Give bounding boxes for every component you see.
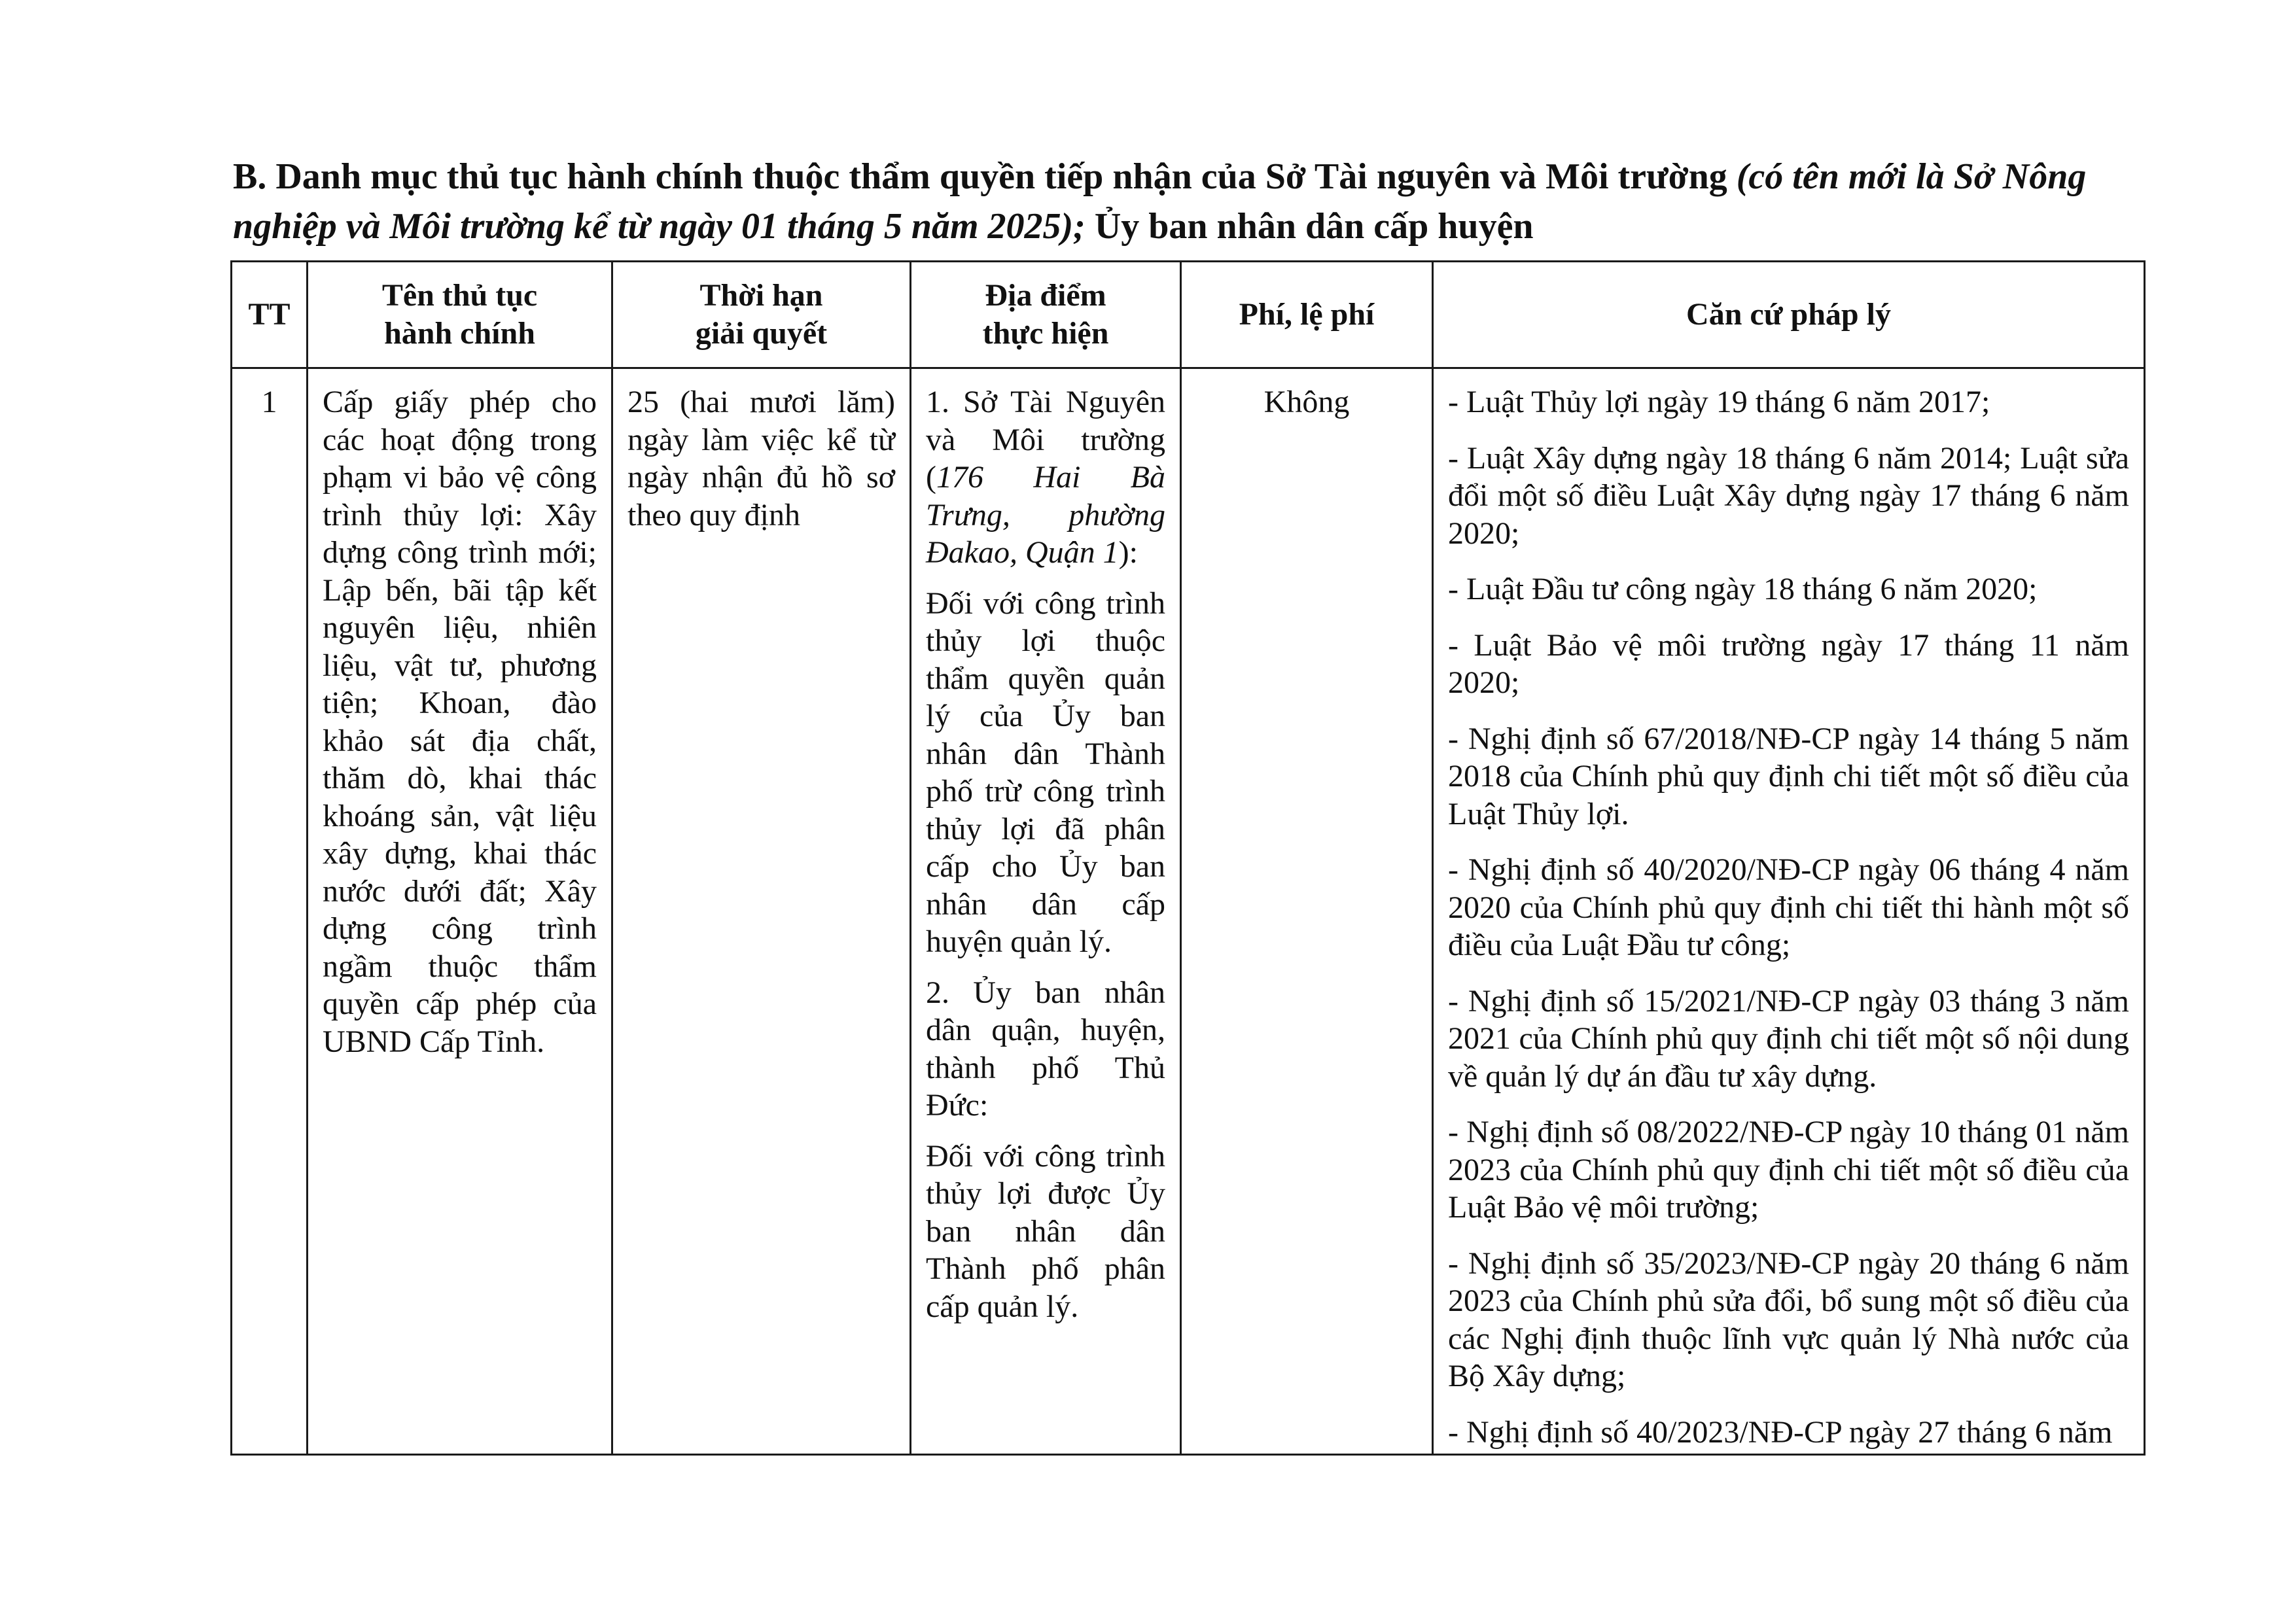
header-tt: TT (232, 262, 308, 368)
legal-item: - Luật Thủy lợi ngày 19 tháng 6 năm 2017; (1448, 385, 1990, 419)
location-item-1-scope: Đối với công trình thủy lợi thuộc thẩm quyền quản lý của Ủy ban nhân dân Thành phố trừ công trình thủy lợi đã phân cấp cho Ủy ban nhân dân cấp huyện quản lý. (926, 585, 1165, 959)
header-location-line2: thực hiện (982, 316, 1109, 351)
legal-item: - Nghị định số 40/2023/NĐ-CP ngày 27 tháng 6 năm (1448, 1414, 2113, 1450)
header-location-line1: Địa điểm (985, 278, 1106, 313)
header-procedure-name (308, 262, 612, 368)
procedure-name-text: Cấp giấy phép cho các hoạt động trong phạm vi bảo vệ công trình thủy lợi: Xây dựng công trình mới; Lập bến, bãi tập kết nguyên liệu, nhiên liệu, vật tư, phương tiện; Khoan, đào khảo sát địa chất, thăm dò, khai thác khoáng sản, vật liệu xây dựng, khai thác nước dưới đất; Xây dựng công trình ngầm thuộc thẩm quyền cấp phép của UBND Cấp Tỉnh. (323, 385, 597, 1059)
cell-tt: 1 (232, 368, 308, 1455)
heading-suffix: Ủy ban nhân dân cấp huyện (1085, 206, 1534, 247)
location-address: 176 Hai Bà Trưng, phường Đakao, Quận 1 (926, 460, 1165, 570)
heading-text: B. Danh mục thủ tục hành chính thuộc thẩm quyền tiếp nhận của Sở Tài nguyên và Môi trường (233, 156, 1737, 197)
section-heading (233, 152, 2170, 251)
location-item-2-scope: Đối với công trình thủy lợi được Ủy ban nhân dân Thành phố phân cấp quản lý. (926, 1138, 1165, 1324)
legal-item: - Nghị định số 08/2022/NĐ-CP ngày 10 tháng 01 năm 2023 của Chính phủ quy định chi tiết một số điều của Luật Bảo vệ môi trường; (1448, 1115, 2129, 1225)
location-item-2: 2. Ủy ban nhân dân quận, huyện, thành phố Thủ Đức: (926, 975, 1165, 1123)
legal-item: - Nghị định số 15/2021/NĐ-CP ngày 03 tháng 3 năm 2021 của Chính phủ quy định chi tiết một số nội dung về quản lý dự án đầu tư xây dựng. (1448, 983, 2129, 1094)
header-processing-time (612, 262, 911, 368)
procedure-table (230, 260, 2146, 1456)
location-item-1-end: ): (1118, 535, 1138, 570)
header-legal-basis: Căn cứ pháp lý (1433, 262, 2145, 368)
header-fee: Phí, lệ phí (1181, 262, 1433, 368)
header-procedure-name-line1: Tên thủ tục (381, 278, 538, 313)
legal-item: - Luật Bảo vệ môi trường ngày 17 tháng 11 năm 2020; (1448, 627, 2129, 700)
table-header-row (232, 262, 2145, 368)
header-processing-time-line2: giải quyết (695, 316, 828, 351)
cell-location (911, 368, 1181, 1455)
header-processing-time-line1: Thời hạn (699, 278, 823, 313)
location-item-1 (926, 383, 1165, 572)
location-item-1-label: 1. Sở Tài Nguyên và Môi trường ( (926, 385, 1165, 495)
legal-item: - Nghị định số 40/2020/NĐ-CP ngày 06 tháng 4 năm 2020 của Chính phủ quy định chi tiết thi hành một số điều của Luật Đầu tư công; (1448, 852, 2129, 962)
legal-item: - Luật Xây dựng ngày 18 tháng 6 năm 2014; Luật sửa đổi một số điều Luật Xây dựng ngày 17 tháng 6 năm 2020; (1448, 440, 2129, 551)
processing-time-text: 25 (hai mươi lăm) ngày làm việc kể từ ngày nhận đủ hồ sơ theo quy định (627, 385, 895, 532)
header-location (911, 262, 1181, 368)
cell-legal-basis (1433, 368, 2145, 1455)
header-procedure-name-line2: hành chính (384, 316, 535, 351)
legal-item: - Nghị định số 67/2018/NĐ-CP ngày 14 tháng 5 năm 2018 của Chính phủ quy định chi tiết một số điều của Luật Thủy lợi. (1448, 721, 2129, 831)
heading-italic-note: (có tên mới là Sở Nông nghiệp và Môi trường kể từ ngày 01 tháng 5 năm 2025); (233, 156, 2087, 247)
cell-processing-time (612, 368, 911, 1455)
legal-item: - Luật Đầu tư công ngày 18 tháng 6 năm 2020; (1448, 572, 2038, 606)
cell-fee: Không (1181, 368, 1433, 1455)
legal-item: - Nghị định số 35/2023/NĐ-CP ngày 20 tháng 6 năm 2023 của Chính phủ sửa đổi, bổ sung một số điều của các Nghị định thuộc lĩnh vực quản lý Nhà nước của Bộ Xây dựng; (1448, 1246, 2129, 1393)
table-row (232, 368, 2145, 1455)
cell-procedure-name (308, 368, 612, 1455)
